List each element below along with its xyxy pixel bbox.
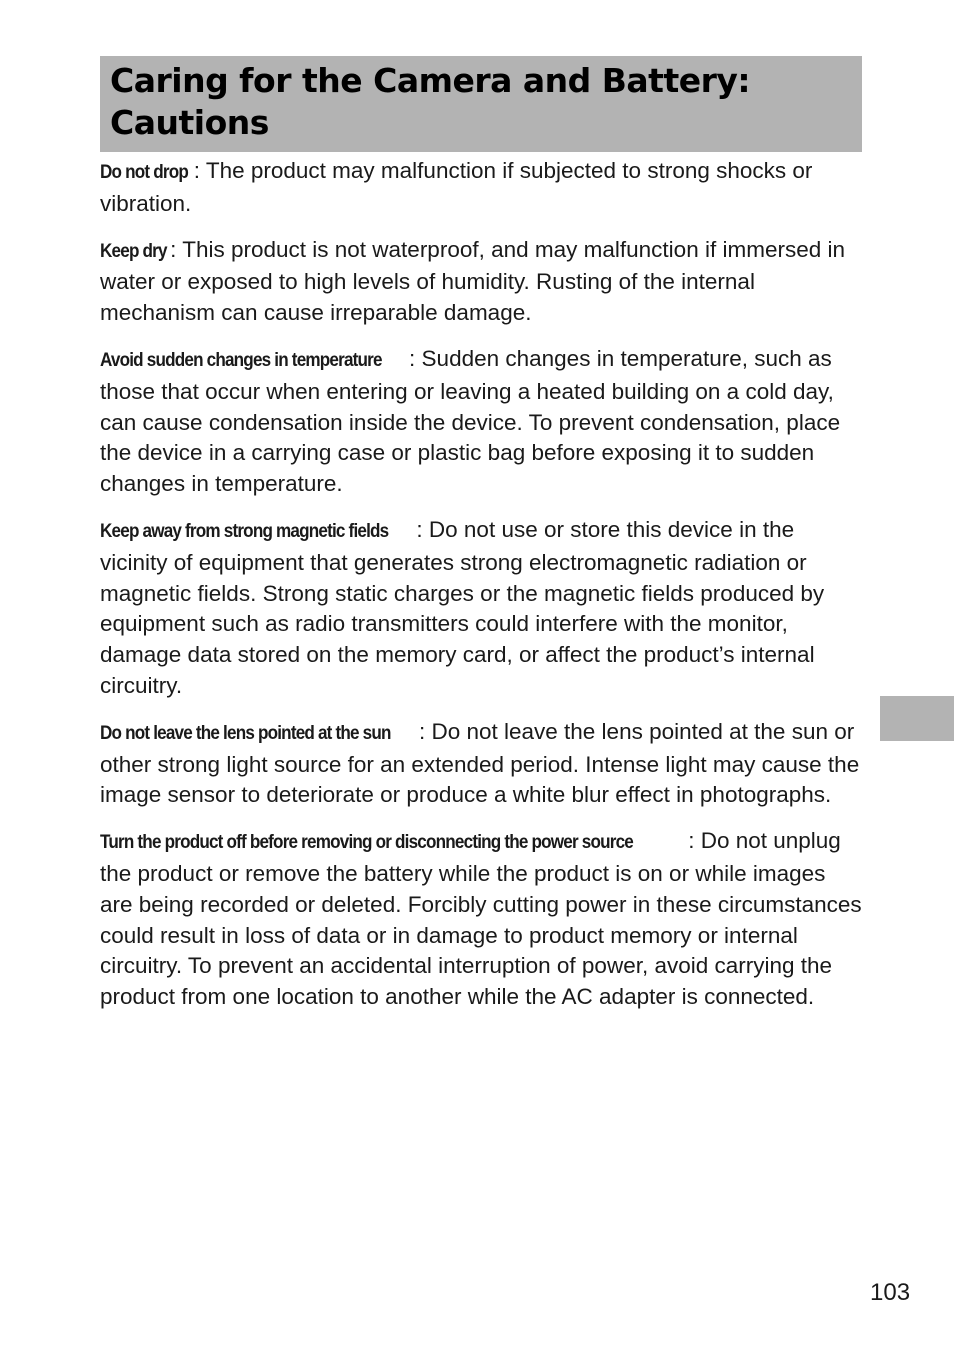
caution-temperature [100,344,862,500]
caution-term: Keep away from strong magnetic fields [100,520,389,542]
caution-text: : Sudden changes in temperature, such as those that occur when entering or leaving a heated building on a cold day, can cause condensation inside the device. To prevent condensation, place the device in a carrying case or plastic bag before exposing it to sudden changes in temperature. [100,345,841,497]
caution-term: Avoid sudden changes in temperature [100,349,382,371]
caution-term: Do not drop [100,162,188,183]
page-title-line-2: Cautions [110,103,269,142]
caution-term: Keep dry [100,240,167,262]
caution-text: : The product may malfunction if subjected to strong shocks or vibration. [100,158,813,216]
caution-magnetic-fields [100,515,862,702]
caution-term: Turn the product off before removing or disconnecting the power source [100,832,633,854]
page-title-line-1: Caring for the Camera and Battery: [110,61,751,100]
section-thumb-tab [880,696,954,741]
caution-text: : Do not leave the lens pointed at the sun or other strong light source for an extended period. Intense light may cause the image sensor to deteriorate or produce a white blur effect in photographs. [100,718,860,808]
page-number: 103 [870,1279,911,1306]
caution-term: Do not leave the lens pointed at the sun [100,722,391,744]
cautions-list [100,156,862,1028]
caution-power-source [100,826,862,1013]
caution-lens-sun [100,717,862,811]
caution-text: : Do not use or store this device in the vicinity of equipment that generates strong electromagnetic radiation or magnetic fields. Strong static charges or the magnetic fields produced by equipment such as radio transmitters could interfere with the monitor, damage data stored on the memory card, or affect the product’s internal circuitry. [100,516,825,698]
caution-text: : This product is not waterproof, and may malfunction if immersed in water or exposed to high levels of humidity. Rusting of the internal mechanism can cause irreparable damage. [100,236,845,326]
caution-text: : Do not unplug the product or remove the battery while the product is on or while images are being recorded or deleted. Forcibly cutting power in these circumstances could result in loss of data or in damage to product memory or internal circuitry. To prevent an accidental interruption of power, avoid carrying the product from one location to another while the AC adapter is connected. [100,828,862,1010]
section-title-bar [100,56,862,152]
caution-keep-dry [100,235,862,329]
page-title [110,60,852,144]
caution-do-not-drop [100,156,862,220]
